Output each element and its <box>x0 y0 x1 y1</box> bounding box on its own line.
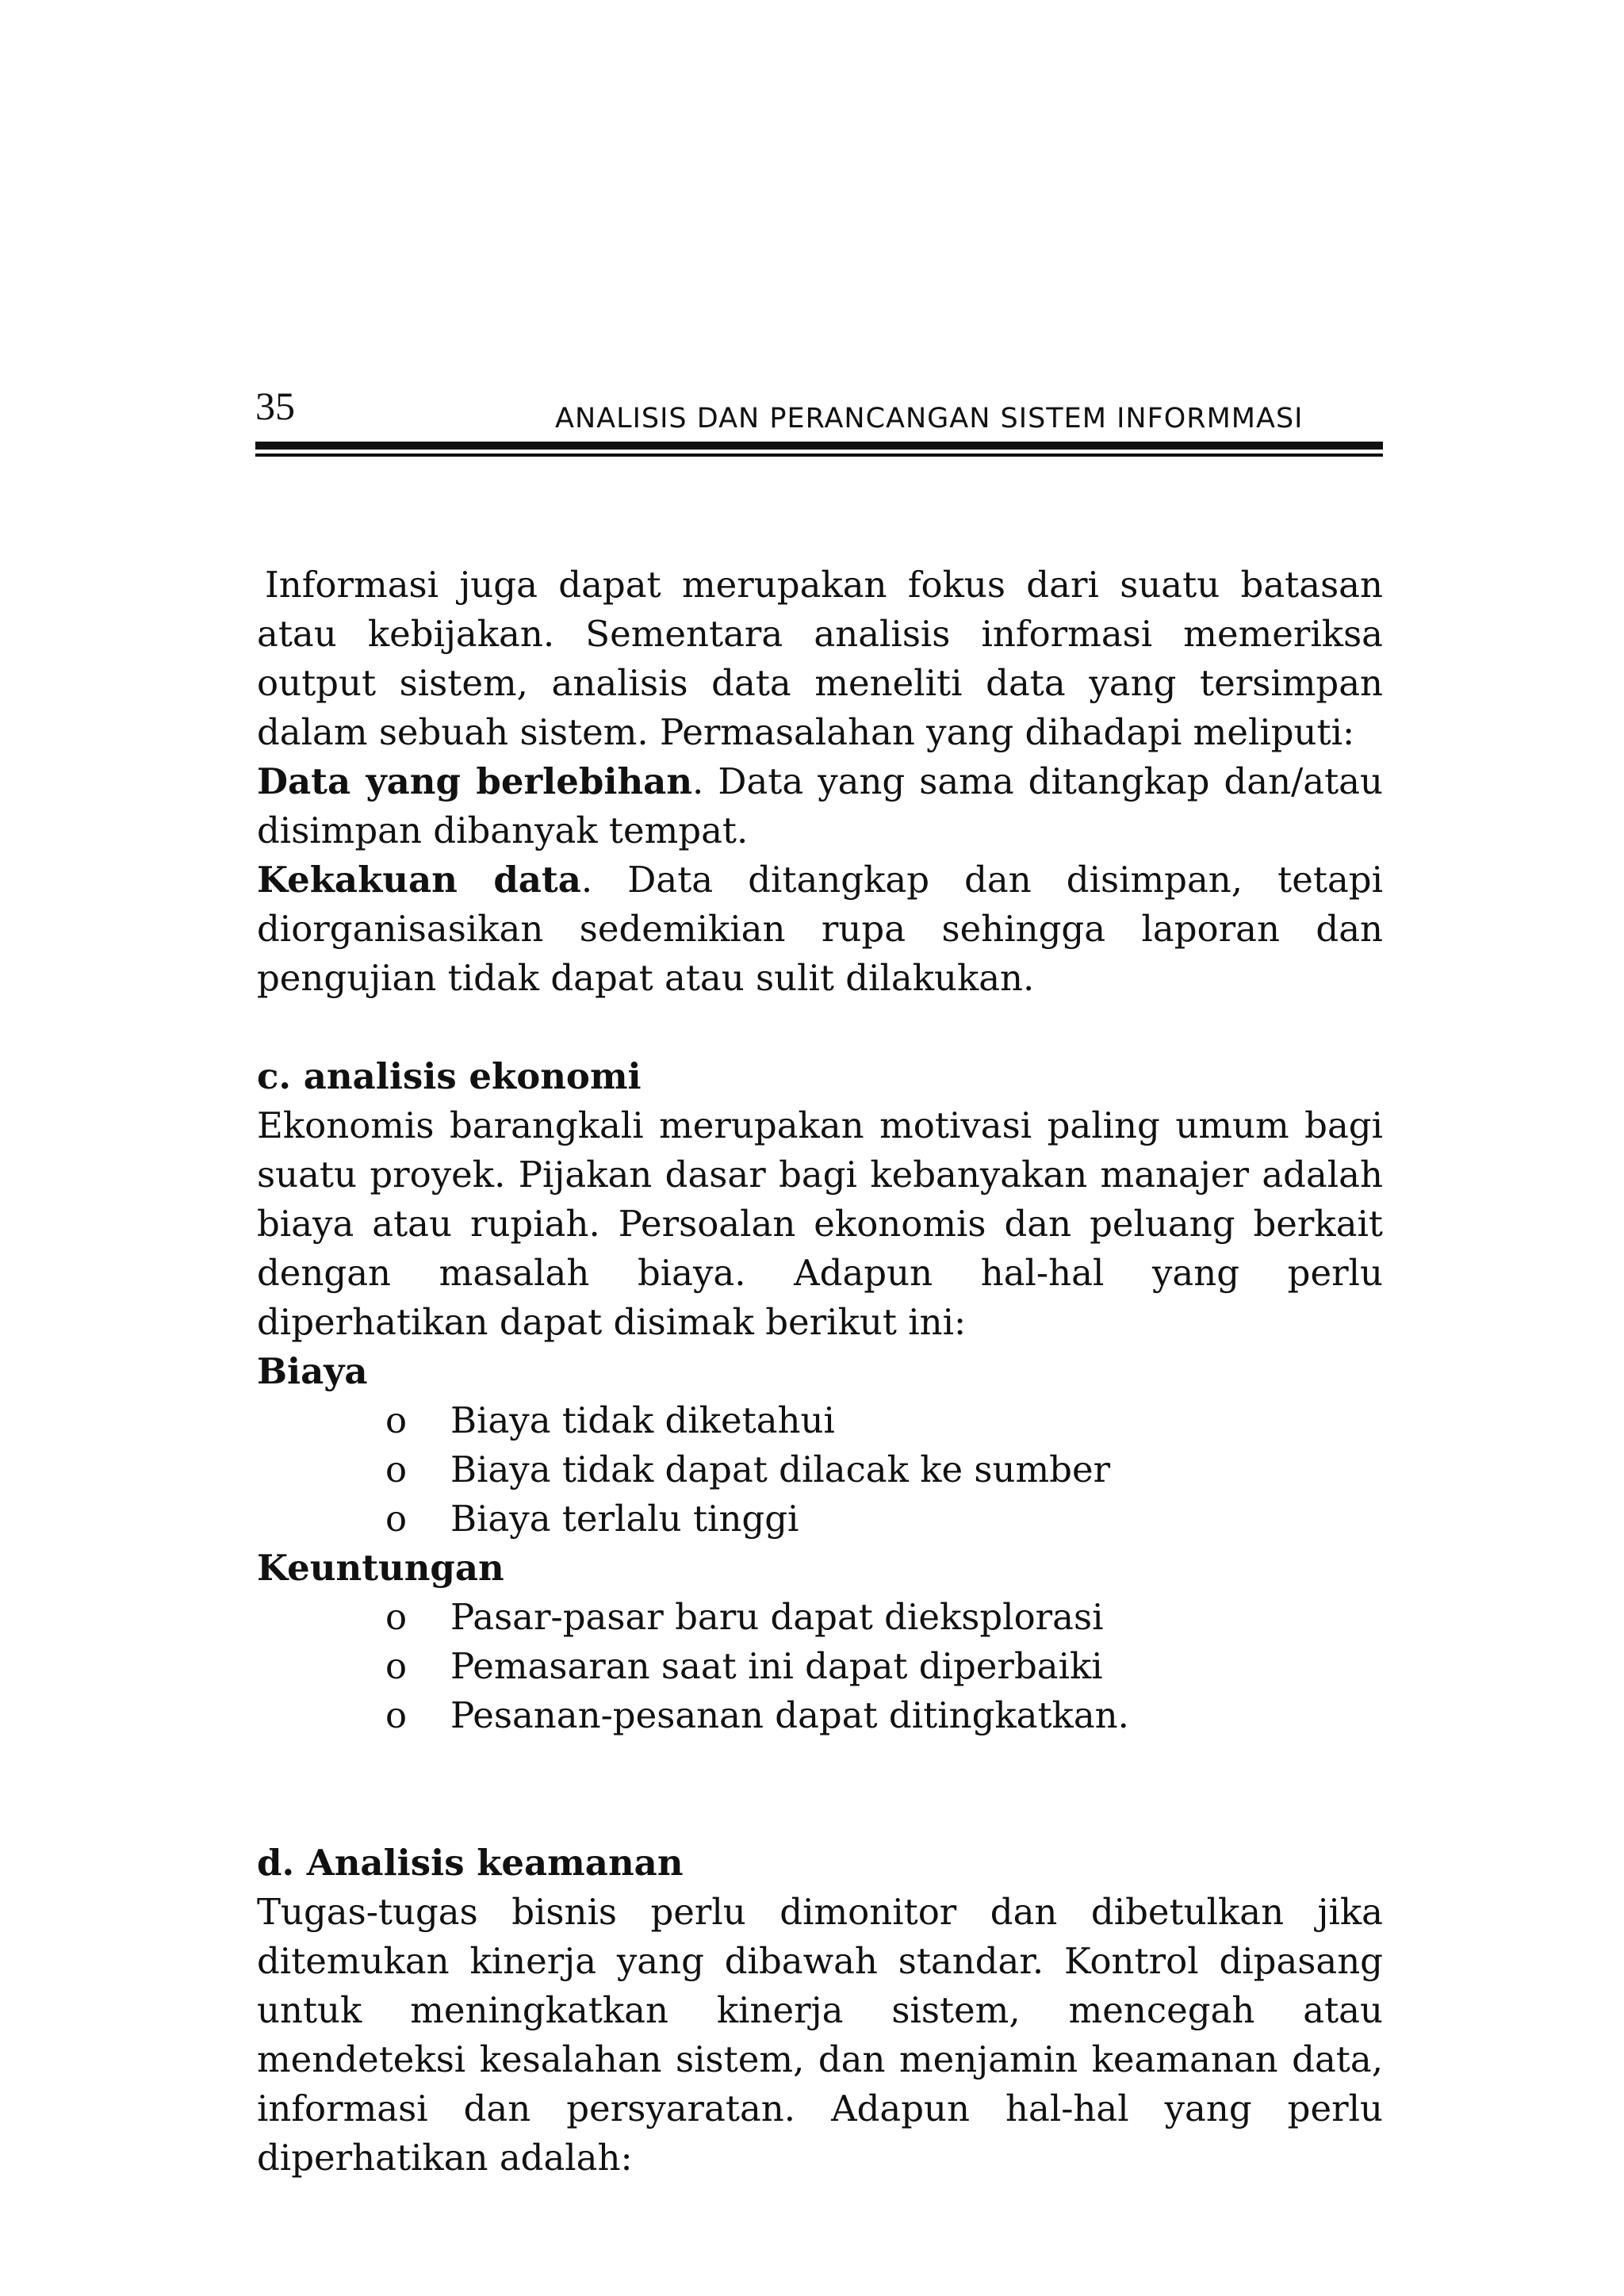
data-rigidity-text: . Data ditangkap dan disimpan, tetapi diorganisasikan sedemikian rupa sehingga laporan dan pengujian tidak dapat atau sulit dilakukan. <box>257 859 1383 999</box>
redundant-data-paragraph <box>257 757 1383 855</box>
list-item <box>257 1494 1383 1544</box>
redundant-data-term: Data yang berlebihan <box>257 760 693 802</box>
bullet-marker: o <box>385 1448 408 1490</box>
header-rule-thin <box>255 453 1383 457</box>
section-d-paragraph: Tugas-tugas bisnis perlu dimonitor dan dibetulkan jika ditemukan kinerja yang dibawah standar. Kontrol dipasang untuk meningkatkan kinerja sistem, mencegah atau mendeteksi kesalahan sistem, dan menjamin keamanan data, informasi dan persyaratan. Adapun hal-hal yang perlu diperhatikan adalah: <box>257 1891 1383 2179</box>
bullet-marker: o <box>385 1596 408 1638</box>
list-item-text: Biaya tidak dapat dilacak ke sumber <box>450 1448 1111 1490</box>
body-content <box>257 561 1383 2183</box>
biaya-list <box>257 1396 1383 1544</box>
redundant-data-text: . Data yang sama ditangkap dan/atau disimpan dibanyak tempat. <box>257 760 1383 851</box>
keuntungan-list <box>257 1593 1383 1740</box>
bullet-marker: o <box>385 1694 408 1736</box>
list-item-text: Pemasaran saat ini dapat diperbaiki <box>450 1645 1103 1687</box>
list-item <box>257 1593 1383 1642</box>
bullet-marker: o <box>385 1399 408 1441</box>
intro-paragraph: Informasi juga dapat merupakan fokus dari suatu batasan atau kebijakan. Sementara analisis informasi memeriksa output sistem, analisis data meneliti data yang tersimpan dalam sebuah sistem. Permasalahan yang dihadapi meliputi: <box>257 564 1383 753</box>
data-rigidity-paragraph <box>257 855 1383 1003</box>
running-title: ANALISIS DAN PERANCANGAN SISTEM INFORMMASI <box>555 403 1304 434</box>
list-item <box>257 1691 1383 1740</box>
list-item-text: Pesanan-pesanan dapat ditingkatkan. <box>450 1694 1129 1736</box>
list-item <box>257 1642 1383 1691</box>
biaya-label: Biaya <box>257 1350 368 1392</box>
header-rule-thick <box>255 442 1383 450</box>
list-item <box>257 1396 1383 1445</box>
bullet-marker: o <box>385 1498 408 1540</box>
spacer <box>257 1003 1383 1052</box>
list-item-text: Biaya terlalu tinggi <box>450 1498 799 1540</box>
list-item-text: Pasar-pasar baru dapat dieksplorasi <box>450 1596 1104 1638</box>
list-item-text: Biaya tidak diketahui <box>450 1399 835 1441</box>
bullet-marker: o <box>385 1645 408 1687</box>
section-c-heading: c. analisis ekonomi <box>257 1055 642 1097</box>
spacer <box>257 1740 1383 1839</box>
section-d-heading: d. Analisis keamanan <box>257 1842 684 1884</box>
list-item <box>257 1445 1383 1494</box>
section-c-paragraph: Ekonomis barangkali merupakan motivasi paling umum bagi suatu proyek. Pijakan dasar bagi kebanyakan manajer adalah biaya atau rupiah. Persoalan ekonomis dan peluang berkait dengan masalah biaya. Adapun hal-hal yang perlu diperhatikan dapat disimak berikut ini: <box>257 1104 1383 1343</box>
keuntungan-label: Keuntungan <box>257 1547 504 1589</box>
data-rigidity-term: Kekakuan data <box>257 859 581 901</box>
page-number: 35 <box>255 384 295 428</box>
